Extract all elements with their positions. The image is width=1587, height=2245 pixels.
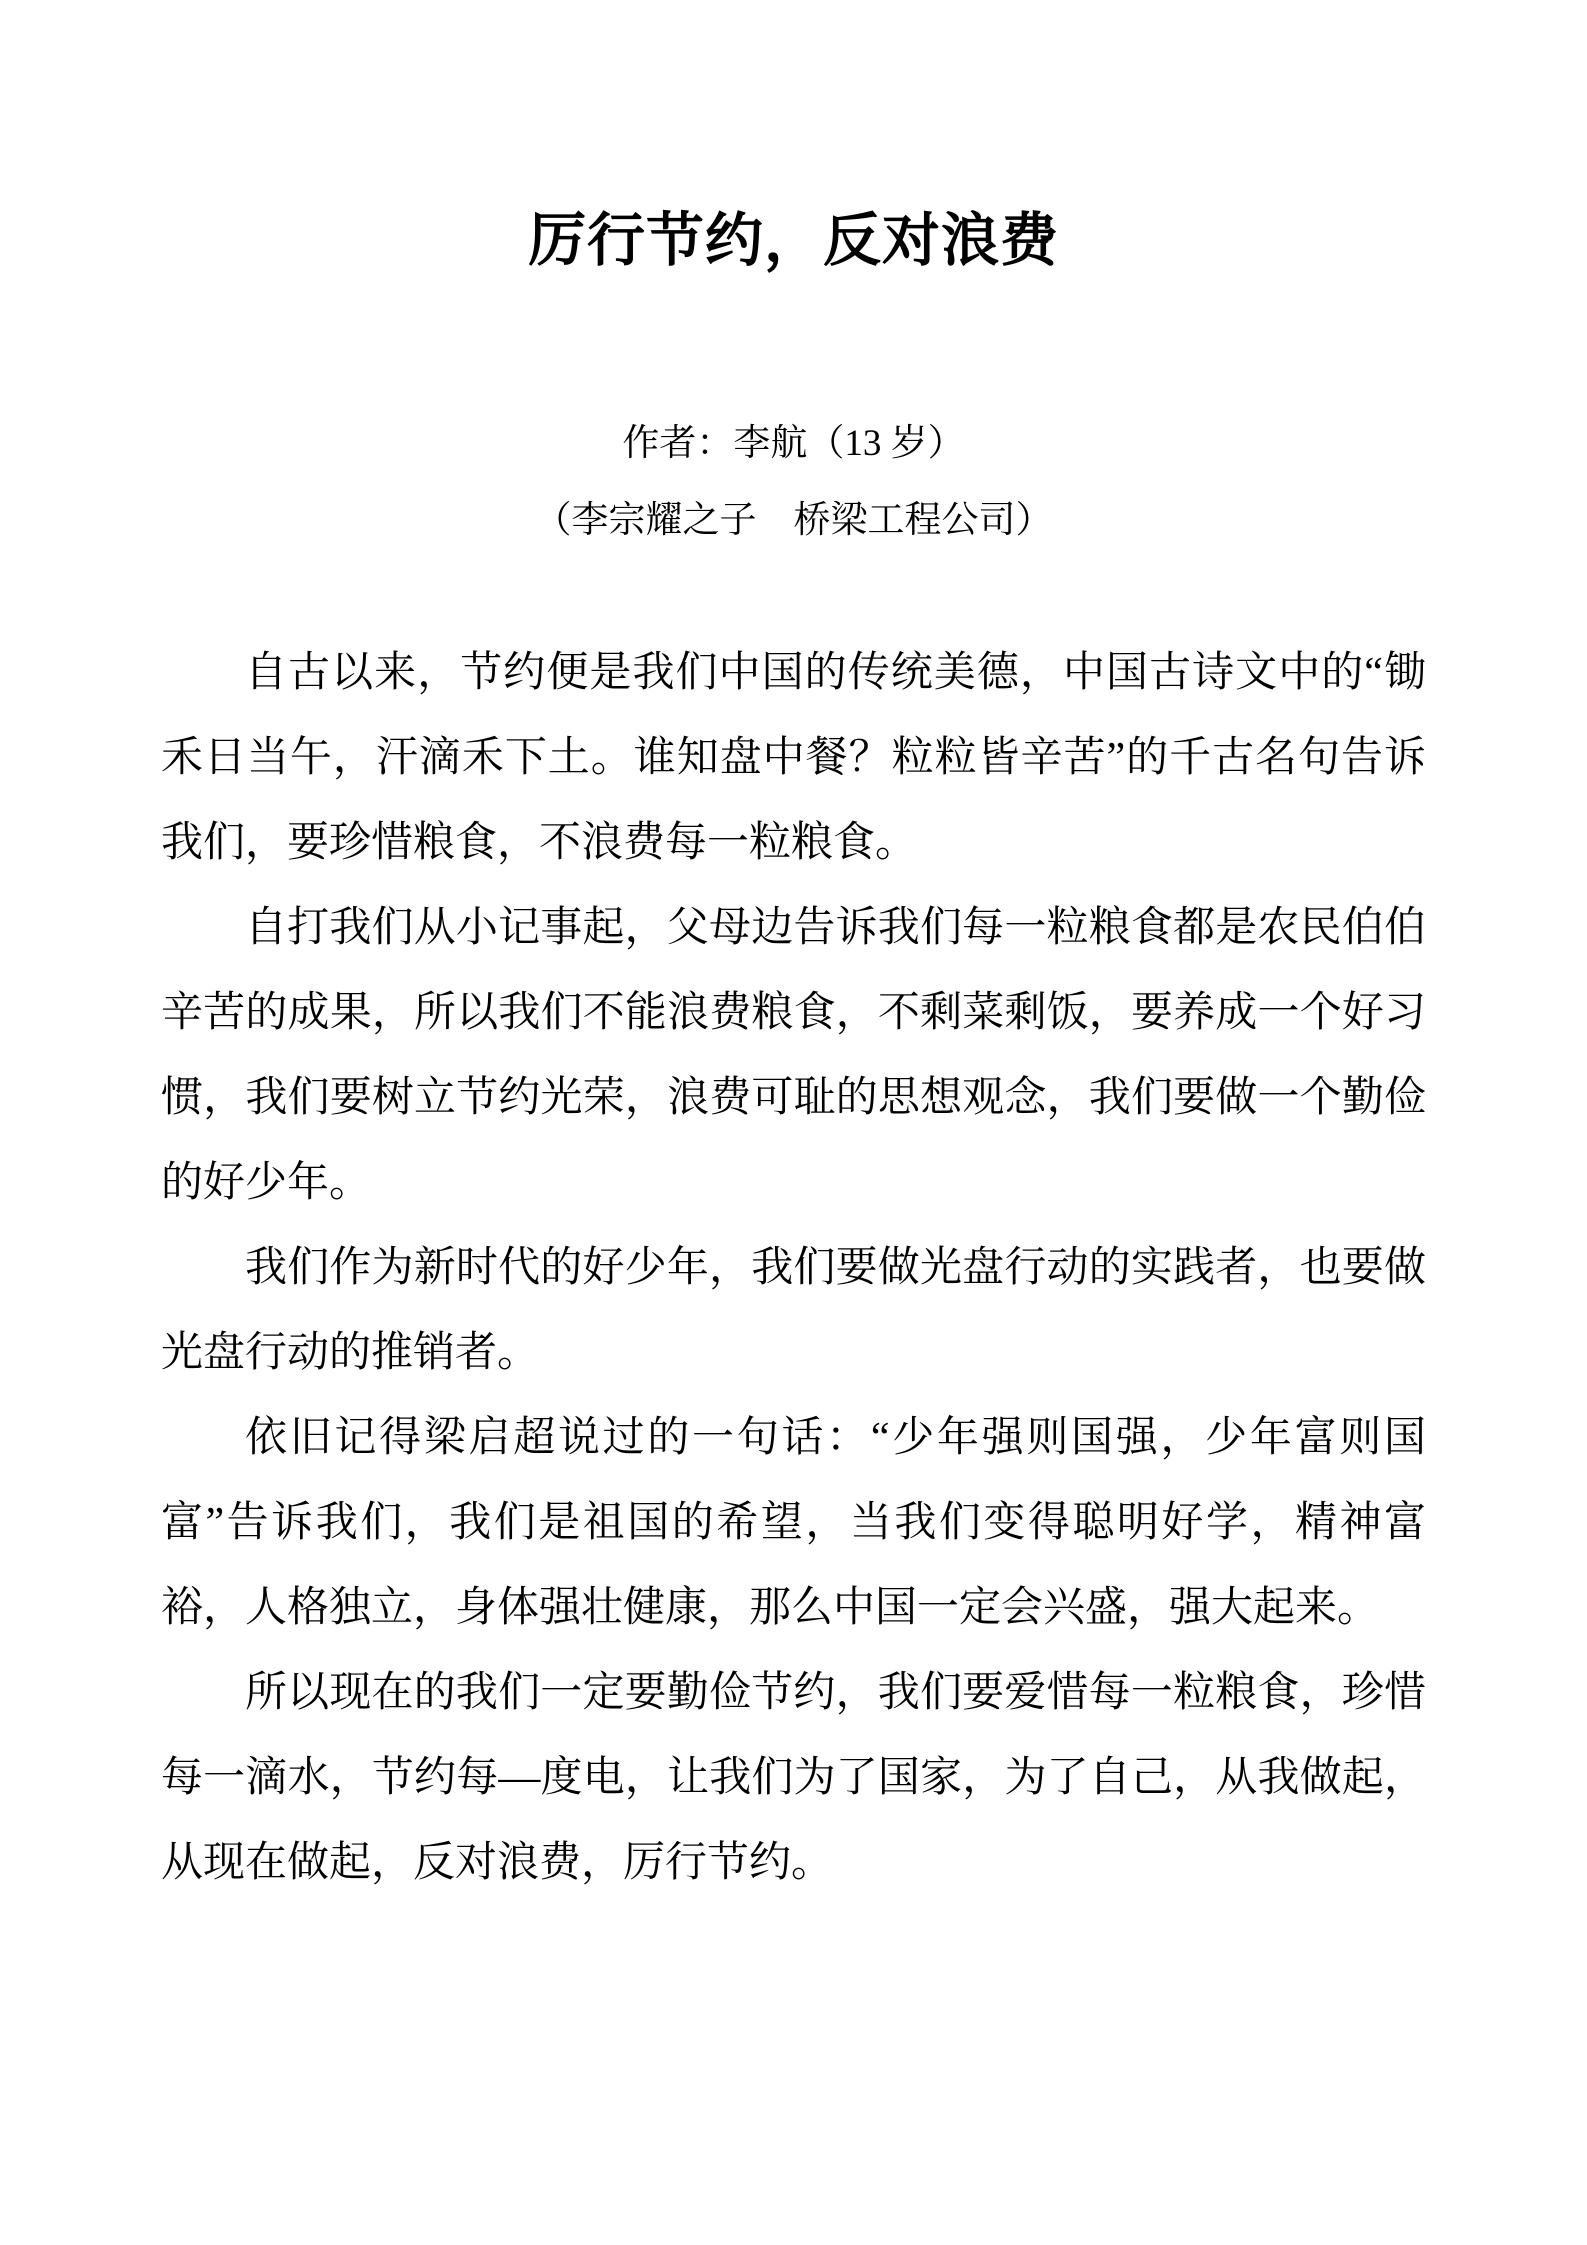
- essay-paragraph-5: 所以现在的我们一定要勤俭节约，我们要爱惜每一粒粮食，珍惜每一滴水，节约每—度电，让我们为了国家，为了自己，从我做起，从现在做起，反对浪费，厉行节约。: [161, 1670, 1426, 1886]
- essay-paragraph-1: 自古以来，节约便是我们中国的传统美德，中国古诗文中的“锄禾日当午，汗滴禾下土。谁知盘中餐？粒粒皆辛苦”的千古名句告诉我们，要珍惜粮食，不浪费每一粒粮食。: [161, 650, 1426, 866]
- byline-block: [161, 405, 1426, 559]
- essay-paragraph-2: 自打我们从小记事起，父母边告诉我们每一粒粮食都是农民伯伯辛苦的成果，所以我们不能浪费粮食，不剩菜剩饭，要养成一个好习惯，我们要树立节约光荣，浪费可耻的思想观念，我们要做一个勤俭的好少年。: [161, 905, 1426, 1206]
- essay-author-affiliation: （李宗耀之子 桥梁工程公司）: [534, 500, 1053, 541]
- essay-title: 厉行节约，反对浪费: [527, 208, 1059, 273]
- essay-paragraph-4: 依旧记得梁启超说过的一句话：“少年强则国强，少年富则国富”告诉我们，我们是祖国的希望，当我们变得聪明好学，精神富裕，人格独立，身体强壮健康，那么中国一定会兴盛，强大起来。: [161, 1415, 1426, 1631]
- essay-paragraph-3: 我们作为新时代的好少年，我们要做光盘行动的实践者，也要做光盘行动的推销者。: [161, 1245, 1426, 1376]
- essay-body: [161, 631, 1426, 1906]
- essay-author: 作者：李航（13 岁）: [622, 423, 965, 464]
